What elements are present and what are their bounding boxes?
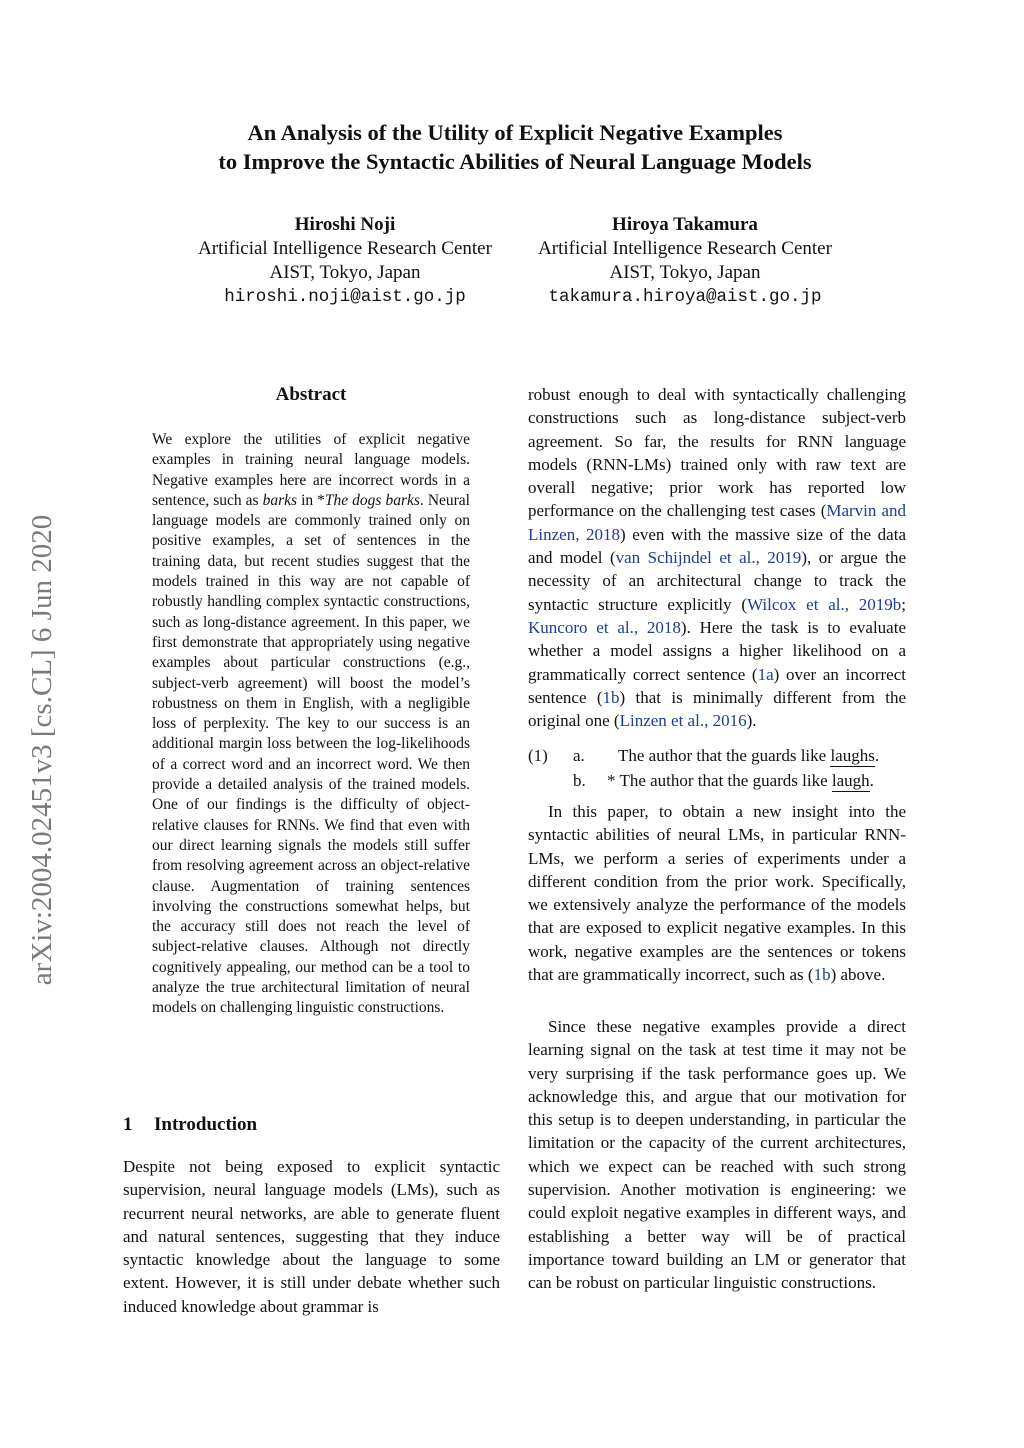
example-letter: a. bbox=[573, 746, 585, 765]
author-name: Hiroshi Noji bbox=[294, 214, 396, 235]
example-number: (1) bbox=[528, 746, 548, 765]
citation-link[interactable]: Wilcox et al., 2019b bbox=[747, 594, 902, 614]
section-title: Introduction bbox=[154, 1114, 258, 1135]
right-column-paragraph-3: Since these negative examples provide a direct learning signal on the task at test time it may not be very surprising if the task performance goes up. We acknowledge this, and argue that our motivation for this setup is to deepen understanding, in particular the limitation or the capacity of the current architectures, which we expect can be reached with such strong supervision. Another motivation is engineering: we could exploit negative examples in different ways, and establishing a better way will be of practical importance toward building an LM or generator that can be robust on particular linguistic constructions. bbox=[528, 1017, 906, 1293]
abstract-text: We explore the utilities of explicit negative examples in training neural language models. Negative examples here are incorrect words in a sentence, such as barks in *The dogs barks. Neural language models are commonly trained only on positive examples, a set of sentences in the training data, but recent studies suggest that the models trained in this way are not capable of robustly handling complex syntactic constructions, such as long-distance agreement. In this paper, we first demonstrate that appropriately using negative examples about particular constructions (e.g., subject-verb agreement) will boost the model’s robustness on them in English, with a negligible loss of perplexity. The key to our success is an additional margin loss between the log-likelihoods of a correct word and an incorrect word. We then provide a detailed analysis of the trained models. One of our findings is the difficulty of object-relative clauses for RNNs. We find that even with our direct learning signals the models still suffer from resolving agreement across an object-relative clause. Augmentation of training sentences involving the constructions somewhat helps, but the accuracy still does not reach the level of subject-relative clauses. Although not directly cognitively appealing, our method can be a tool to analyze the true architectural limitation of neural models on challenging linguistic constructions. bbox=[152, 431, 470, 1017]
author-name: Hiroya Takamura bbox=[612, 214, 758, 235]
linguistic-examples bbox=[528, 743, 906, 793]
abstract-heading: Abstract bbox=[275, 384, 347, 405]
example-ref-link[interactable]: 1a bbox=[757, 664, 774, 684]
citation-link[interactable]: van Schijndel et al., 2019 bbox=[615, 548, 802, 568]
right-column-paragraph-2: In this paper, to obtain a new insight into the syntactic abilities of neural LMs, in particular RNN-LMs, we perform a series of experiments under a different condition from the prior work. Specifically, we extensively analyze the performance of the models that are exposed to explicit negative examples. In this work, negative examples are the sentences or tokens that are grammatically incorrect, such as (1b) above. bbox=[528, 802, 906, 985]
citation-link[interactable]: Marvin and Linzen, 2018 bbox=[528, 501, 906, 544]
author-location: AIST, Tokyo, Japan bbox=[609, 262, 761, 283]
example-sentence: The author that the guards like laughs. bbox=[618, 746, 880, 765]
example-sentence: * The author that the guards like laugh. bbox=[607, 771, 874, 790]
title-line-2: to Improve the Syntactic Abilities of Neural Language Models bbox=[218, 149, 812, 174]
section-heading-introduction bbox=[123, 1114, 257, 1136]
author-block-2 bbox=[515, 213, 855, 309]
intro-paragraph-1: Despite not being exposed to explicit syntactic supervision, neural language models (LMs), such as recurrent neural networks, are able to generate fluent and natural sentences, suggesting that they induce syntactic knowledge about the language to some extent. However, it is still under debate whether such induced knowledge about grammar is bbox=[123, 1157, 500, 1316]
arxiv-sidebar-stamp: arXiv:2004.02451v3 [cs.CL] 6 Jun 2020 bbox=[26, 514, 58, 986]
author-location: AIST, Tokyo, Japan bbox=[269, 262, 421, 283]
section-number: 1 bbox=[123, 1114, 133, 1135]
right-column-paragraph-1: robust enough to deal with syntactically challenging constructions such as long-distance subject-verb agreement. So far, the results for RNN language models (RNN-LMs) trained only with raw text are overall negative; prior work has reported low performance on the challenging test cases (Marvin and Linzen, 2018) even with the massive size of the data and model (van Schijndel et al., 2019), or argue the necessity of an architectural change to track the syntactic structure explicitly (Wilcox et al., 2019b; Kuncoro et al., 2018). Here the task is to evaluate whether a model assigns a higher likelihood on a grammatically correct sentence (1a) over an incorrect sentence (1b) that is minimally different from the original one (Linzen et al., 2016). bbox=[528, 385, 906, 731]
paper-title bbox=[130, 118, 900, 176]
title-line-1: An Analysis of the Utility of Explicit Negative Examples bbox=[247, 120, 783, 145]
citation-link[interactable]: Kuncoro et al., 2018 bbox=[528, 617, 681, 637]
example-row-b bbox=[528, 768, 906, 793]
author-affiliation: Artificial Intelligence Research Center bbox=[538, 238, 832, 259]
author-block-1 bbox=[175, 213, 515, 309]
example-ref-link[interactable]: 1b bbox=[813, 965, 831, 985]
example-row-a bbox=[528, 743, 906, 768]
author-affiliation: Artificial Intelligence Research Center bbox=[198, 238, 492, 259]
example-ref-link[interactable]: 1b bbox=[602, 687, 620, 707]
author-email[interactable]: hiroshi.noji@aist.go.jp bbox=[224, 287, 466, 307]
citation-link[interactable]: Linzen et al., 2016 bbox=[619, 711, 747, 731]
example-letter: b. bbox=[573, 771, 586, 790]
author-email[interactable]: takamura.hiroya@aist.go.jp bbox=[548, 287, 822, 307]
